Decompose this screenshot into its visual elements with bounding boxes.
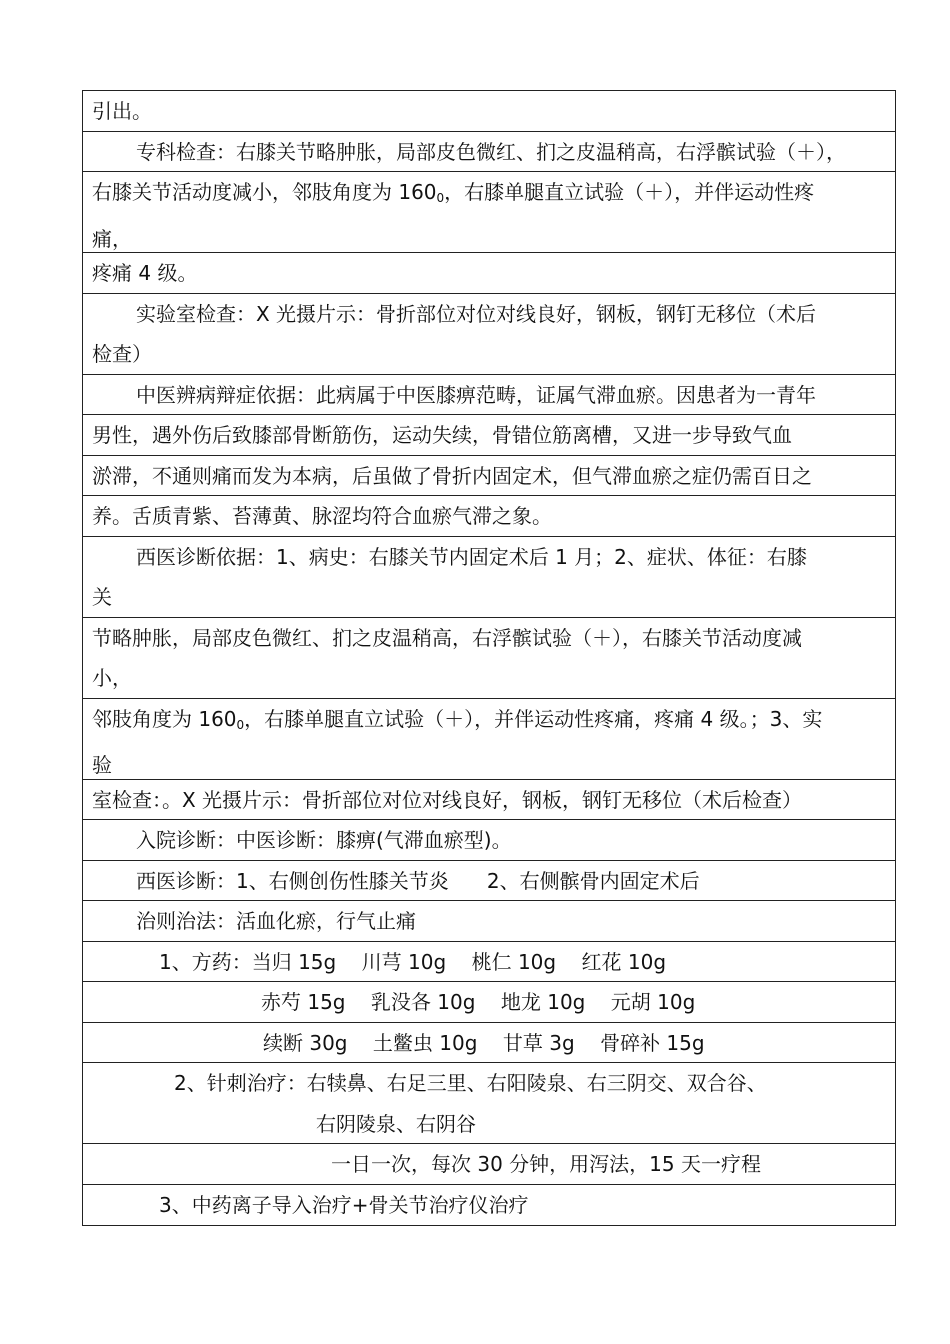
row-text: ，右膝单腿直立试验（＋），并伴运动性疼痛，疼痛 4 级。；3、实 bbox=[244, 706, 823, 731]
row-text: 3、中药离子导入治疗+骨关节治疗仪治疗 bbox=[159, 1192, 529, 1217]
row-text: 西医诊断：1、右侧创伤性膝关节炎 2、右侧髌骨内固定术后 bbox=[136, 868, 700, 893]
row-text: 养。舌质青紫、苔薄黄、脉涩均符合血瘀气滞之象。 bbox=[92, 504, 552, 528]
row-text: 右阴陵泉、右阴谷 bbox=[316, 1111, 476, 1136]
row-text: 1、方药：当归 15g 川芎 10g 桃仁 10g 红花 10g bbox=[159, 949, 667, 974]
row-text: 节略肿胀，局部皮色微红、扪之皮温稍高，右浮髌试验（＋），右膝关节活动度减 bbox=[92, 625, 802, 650]
table-row bbox=[83, 942, 895, 983]
row-text: 室检查：。X 光摄片示：骨折部位对位对线良好，钢板，钢钉无移位（术后检查） bbox=[92, 787, 803, 812]
row-text: 淤滞，不通则痛而发为本病，后虽做了骨折内固定术，但气滞血瘀之症仍需百日之 bbox=[92, 463, 812, 488]
table-row bbox=[83, 1144, 895, 1185]
table-row bbox=[83, 982, 895, 1023]
row-text: 检查） bbox=[92, 342, 152, 366]
row-text: 赤芍 15g 乳没各 10g 地龙 10g 元胡 10g bbox=[261, 990, 696, 1014]
row-text: 续断 30g 土鳖虫 10g 甘草 3g 骨碎补 15g bbox=[263, 1030, 705, 1055]
table-row bbox=[83, 901, 895, 942]
document-table bbox=[82, 90, 896, 1226]
subscript: 0 bbox=[236, 717, 245, 732]
table-row bbox=[83, 496, 895, 537]
table-row bbox=[83, 618, 895, 699]
table-row bbox=[83, 375, 895, 416]
table-row bbox=[83, 132, 895, 173]
row-text: ，右膝单腿直立试验（＋），并伴运动性疼 bbox=[444, 180, 815, 204]
table-row bbox=[83, 699, 895, 780]
table-row bbox=[83, 456, 895, 497]
row-text: 验 bbox=[92, 753, 112, 777]
row-text: 西医诊断依据：1、病史：右膝关节内固定术后 1 月；2、症状、体征：右膝 bbox=[136, 544, 807, 569]
row-text: 疼痛 4 级。 bbox=[92, 261, 198, 285]
row-text: 男性，遇外伤后致膝部骨断筋伤，运动失续，骨错位筋离槽，又进一步导致气血 bbox=[92, 423, 792, 447]
table-row bbox=[83, 415, 895, 456]
table-row bbox=[83, 91, 895, 132]
table-row bbox=[83, 172, 895, 253]
row-text: 2、针刺治疗：右犊鼻、右足三里、右阳陵泉、右三阴交、双合谷、 bbox=[174, 1071, 767, 1095]
table-row bbox=[83, 253, 895, 294]
row-text: 一日一次，每次 30 分钟，用泻法，15 天一疗程 bbox=[331, 1152, 761, 1176]
row-text: 右膝关节活动度减小，邻肢角度为 160 bbox=[92, 180, 437, 204]
row-text: 治则治法：活血化瘀，行气止痛 bbox=[136, 909, 416, 933]
row-text: 关 bbox=[92, 585, 112, 609]
subscript: 0 bbox=[436, 191, 445, 205]
row-text: 引出。 bbox=[92, 99, 152, 123]
row-text: 实验室检查：X 光摄片示：骨折部位对位对线良好，钢板，钢钉无移位（术后 bbox=[136, 301, 817, 326]
row-text: 小， bbox=[92, 666, 132, 690]
row-text: 邻肢角度为 160 bbox=[92, 706, 237, 731]
row-text: 入院诊断：中医诊断：膝痹(气滞血瘀型)。 bbox=[136, 828, 512, 852]
table-row bbox=[83, 537, 895, 618]
row-text: 痛， bbox=[92, 226, 132, 251]
row-text: 专科检查：右膝关节略肿胀，局部皮色微红、扪之皮温稍高，右浮髌试验（＋）， bbox=[136, 139, 846, 164]
row-text: 中医辨病辩症依据：此病属于中医膝痹范畴，证属气滞血瘀。因患者为一青年 bbox=[136, 382, 816, 407]
table-row bbox=[83, 294, 895, 375]
table-row bbox=[83, 1023, 895, 1064]
table-row bbox=[83, 780, 895, 821]
table-row bbox=[83, 861, 895, 902]
table-row bbox=[83, 1063, 895, 1144]
table-row bbox=[83, 820, 895, 861]
table-row bbox=[83, 1185, 895, 1226]
